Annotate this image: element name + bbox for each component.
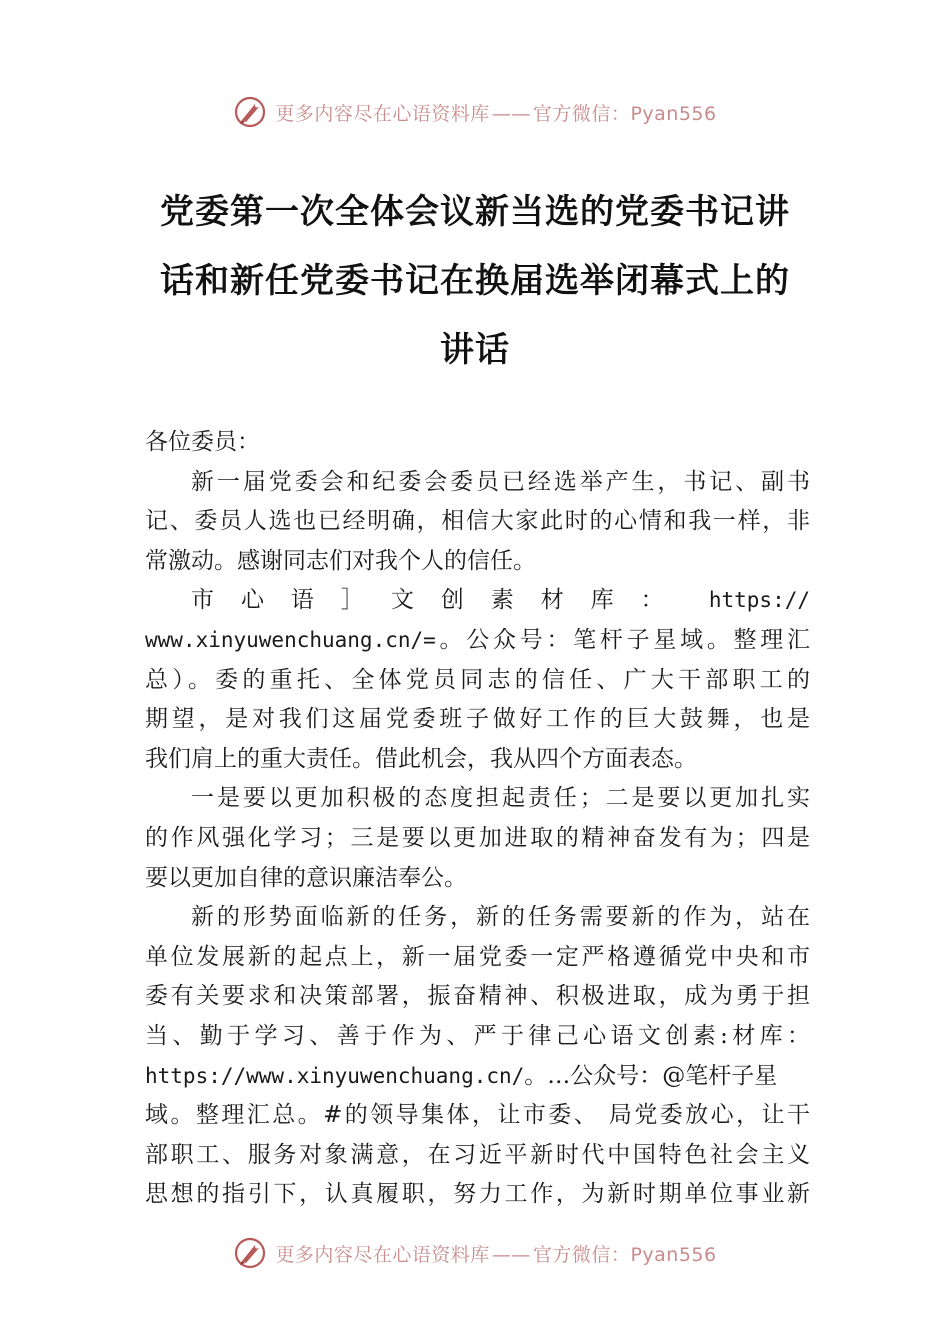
paragraph-3-line-1: 一是要以更加积极的态度担起责任；二是要以更加扎实 (191, 785, 810, 812)
paragraph-4-line-2: 单位发展新的起点上，新一届党委一定严格遵循党中央和市 (145, 943, 810, 970)
paragraph-2-line-3: 总）。委的重托、全体党员同志的信任、广大干部职工的 (145, 666, 810, 693)
title-line-3: 讲话 (440, 330, 510, 370)
pen-logo-icon (233, 1236, 267, 1270)
paragraph-2-line-1: 市心语］文创素材库： https:// (191, 587, 811, 614)
salutation: 各位委员： (145, 429, 260, 455)
paragraph-2-line-2: www.xinyuwenchuang.cn/=。公众号：笔杆子星域。整理汇 (145, 626, 810, 653)
paragraph-4-line-5: https://www.xinyuwenchuang.cn/。…公众号：@笔杆子星 (145, 1062, 778, 1089)
paragraph-1-line-2: 记、委员人选也已经明确，相信大家此时的心情和我一样，非 (145, 508, 810, 535)
title-line-1: 党委第一次全体会议新当选的党委书记讲 (160, 192, 790, 232)
banner-text: 更多内容尽在心语资料库 —— 官方微信：Pyan556 (275, 1243, 717, 1266)
paragraph-1-line-1: 新一届党委会和纪委会委员已经选举产生，书记、副书 (191, 468, 810, 495)
paragraph-4-line-8: 思想的指引下，认真履职，努力工作，为新时期单位事业新 (145, 1181, 810, 1208)
title-line-2: 话和新任党委书记在换届选举闭幕式上的 (160, 261, 790, 301)
header-watermark-banner (0, 92, 950, 132)
paragraph-3-line-3: 要以更加自律的意识廉洁奉公。 (145, 864, 467, 891)
pen-logo-icon (233, 95, 267, 129)
footer-watermark-banner (0, 1233, 950, 1273)
paragraph-4-line-3: 委有关要求和决策部署，振奋精神、积极进取，成为勇于担 (145, 983, 810, 1010)
paragraph-1-line-3: 常激动。感谢同志们对我个人的信任。 (145, 547, 536, 574)
paragraph-4-line-4: 当、勤于学习、善于作为、严于律己心语文创素:材库： (145, 1022, 810, 1049)
paragraph-2-line-4: 期望，是对我们这届党委班子做好工作的巨大鼓舞，也是 (145, 706, 810, 733)
banner-text: 更多内容尽在心语资料库 —— 官方微信：Pyan556 (275, 102, 717, 125)
paragraph-4-line-7: 部职工、服务对象满意，在习近平新时代中国特色社会主义 (145, 1141, 810, 1168)
paragraph-4-line-6: 域。整理汇总。#的领导集体，让市委、 局党委放心，让干 (145, 1102, 810, 1129)
document-body (145, 423, 810, 1215)
document-title (130, 178, 820, 385)
paragraph-2-line-5: 我们肩上的重大责任。借此机会，我从四个方面表态。 (145, 745, 697, 772)
paragraph-4-line-1: 新的形势面临新的任务，新的任务需要新的作为，站在 (191, 904, 810, 931)
paragraph-3-line-2: 的作风强化学习；三是要以更加进取的精神奋发有为；四是 (145, 824, 810, 851)
